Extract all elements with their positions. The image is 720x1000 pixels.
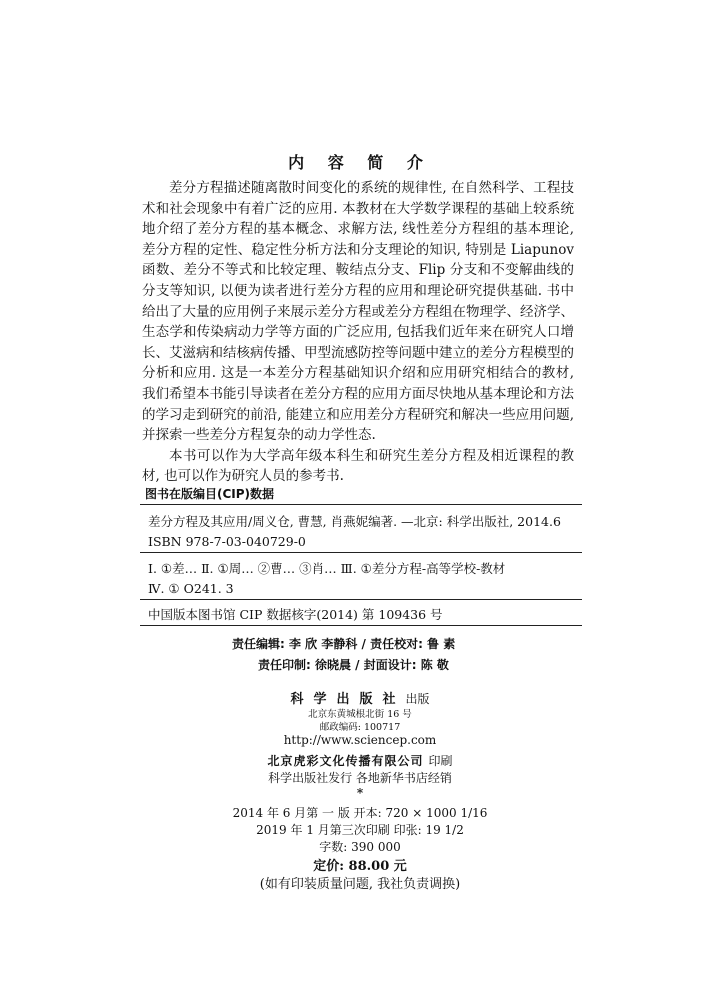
cip-classification-line: Ⅳ. ① O241. 3 <box>148 581 234 596</box>
printer-name: 北京虎彩文化传播有限公司 <box>267 754 424 768</box>
cip-top-rule <box>140 504 582 505</box>
printer-suffix: 印刷 <box>428 754 453 768</box>
cip-record-number: 中国版本图书馆 CIP 数据核字(2014) 第 109436 号 <box>148 607 443 622</box>
distribution-line: 科学出版社发行 各地新华书店经销 <box>268 771 452 785</box>
publisher-line <box>0 688 720 707</box>
publisher-postcode: 邮政编码: 100717 <box>319 722 401 733</box>
quality-note: (如有印装质量问题, 我社负责调换) <box>259 877 461 892</box>
publisher-name: 科学出版社 <box>290 692 406 707</box>
cip-bottom-rule <box>140 625 582 626</box>
summary-paragraph-2: 本书可以作为大学高年级本科生和研究生差分方程及相近课程的教材, 也可以作为研究人员的参考书. <box>142 447 574 485</box>
production-line: 责任印制: 徐晓晨 / 封面设计: 陈 敬 <box>258 658 449 672</box>
cip-title: 图书在版编目(CIP)数据 <box>145 487 275 501</box>
cip-subject-line: Ⅰ. ①差… Ⅱ. ①周… ②曹… ③肖… Ⅲ. ①差分方程-高等学校-教材 <box>148 561 506 576</box>
publisher-suffix: 出版 <box>405 692 430 706</box>
summary-heading: 内 容 简 介 <box>288 153 432 172</box>
cip-lower-rule <box>140 599 582 600</box>
cip-isbn: ISBN 978-7-03-040729-0 <box>148 534 306 549</box>
publisher-address: 北京东黄城根北街 16 号 <box>308 709 412 720</box>
cip-bibliographic-line: 差分方程及其应用/周义仓, 曹慧, 肖燕妮编著. —北京: 科学出版社, 2014.6 <box>148 514 561 529</box>
summary-paragraph-1: 差分方程描述随离散时间变化的系统的规律性, 在自然科学、工程技术和社会现象中有着广泛的应用. 本教材在大学数学课程的基础上较系统地介绍了差分方程的基本概念、求解方法, 线性差分方程组的基本理论, 差分方程的定性、稳定性分析方法和分支理论的知识, 特别是 Liapunov 函数、差分不等式和比较定理、鞍结点分支、Flip 分支和不变解曲线的分支等知识, 以便为读者进行差分方程的应用和理论研究提供基础. 书中给出了大量的应用例子来展示差分方程或差分方程组在物理学、经济学、生态学和传染病动力学等方面的广泛应用, 包括我们近年来在研究人口增长、艾滋病和结核病传播、甲型流感防控等问题中建立的差分方程模型的分析和应用. 这是一本差分方程基础知识介绍和应用研究相结合的教材, 我们希望本书能引导读者在差分方程的应用方面尽快地从基本理论和方法的学习走到研究的前沿, 能建立和应用差分方程研究和解决一些应用问题, 并探索一些差分方程复杂的动力学性态. <box>142 180 574 444</box>
printing-line: 2019 年 1 月第三次印刷 印张: 19 1/2 <box>256 823 464 837</box>
summary-body <box>142 178 574 487</box>
publisher-url: http://www.sciencep.com <box>283 733 437 747</box>
separator-star: * <box>356 786 364 800</box>
printer-line <box>0 750 720 769</box>
price: 定价: 88.00 元 <box>313 859 407 874</box>
editors-line: 责任编辑: 李 欣 李静科 / 责任校对: 鲁 素 <box>232 637 456 651</box>
edition-line: 2014 年 6 月第 一 版 开本: 720 × 1000 1/16 <box>232 806 488 820</box>
cip-mid-rule <box>140 552 582 553</box>
word-count: 字数: 390 000 <box>319 840 401 854</box>
